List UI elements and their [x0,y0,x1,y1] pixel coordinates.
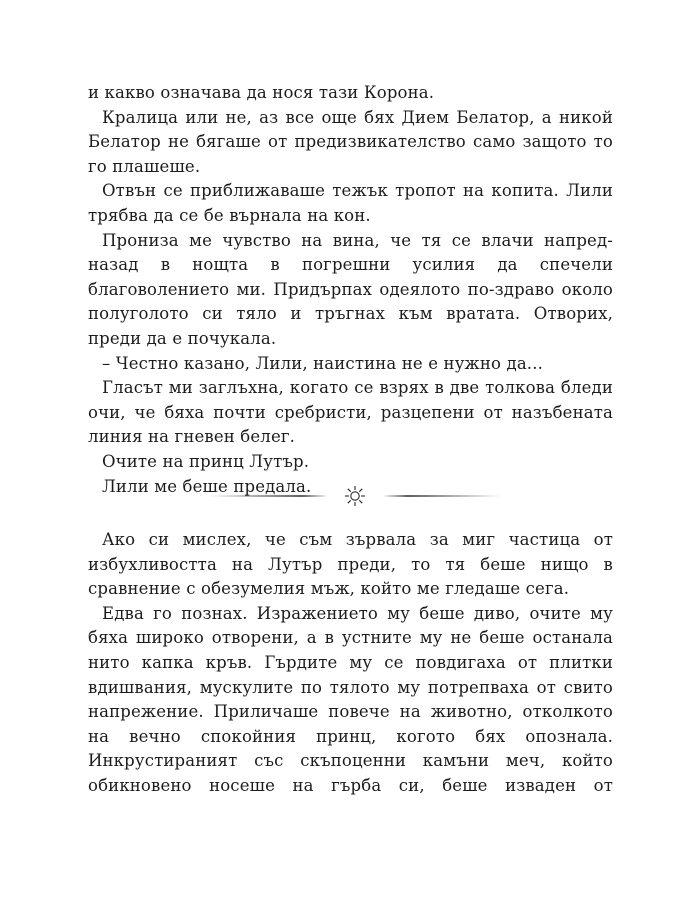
paragraph: Очите на принц Лутър. [102,451,310,471]
paragraph: Отвън се приближаваше тежък тропот на копита. Лили трябва да се бе върнала на кон. [88,181,613,225]
section-divider [210,484,500,508]
paragraph: Гласът ми заглъхна, когато се взрях в две толкова бледи очи, че бяха почти сребристи, разцепени от назъбената линия на гневен белег. [88,378,613,447]
divider-line-right [382,495,500,496]
paragraph: и какво означава да нося тази Корона. [88,83,435,102]
paragraph: Прониза ме чувство на вина, че тя се влачи напред-назад в нощта в погрешни усилия да спечели благоволението ми. Придърпах одеялото по-здраво около полуголото си тяло и тръгнах към вратата. Отворих, преди да е почукала. [88,230,613,348]
divider-line-left [210,495,328,496]
sun-ornament-icon [345,486,365,506]
paragraph: – Честно казано, Лили, наистина не е нужно да... [102,353,543,373]
divider-graphic [210,484,500,508]
paragraph: Кралица или не, аз все още бях Дием Белатор, а никой Белатор не бягаше от предизвикателство само защото то го плашеше. [88,107,613,176]
paragraph: Ако си мислех, че съм зървала за миг частица от избухливостта на Лутър преди, то тя беше нищо в сравнение с обезумелия мъж, който ме гледаше сега. [88,530,613,599]
text-section-2 [88,528,613,799]
paragraph: Лили ме беше предала. [102,476,312,496]
text-section-1 [88,81,613,499]
paragraph: Едва го познах. Изражението му беше диво, очите му бяха широко отворени, а в устните му не беше останала нито капка кръв. Гърдите му се повдигаха от плитки вдишвания, мускулите по тялото му потрепваха от свито напрежение. Приличаше повече на животно, отколкото на вечно спокойния принц, когото бях опознала. Инкрустираният със скъпоценни камъни меч, който обикновено носеше на гърба си, беше изваден от [88,603,613,795]
